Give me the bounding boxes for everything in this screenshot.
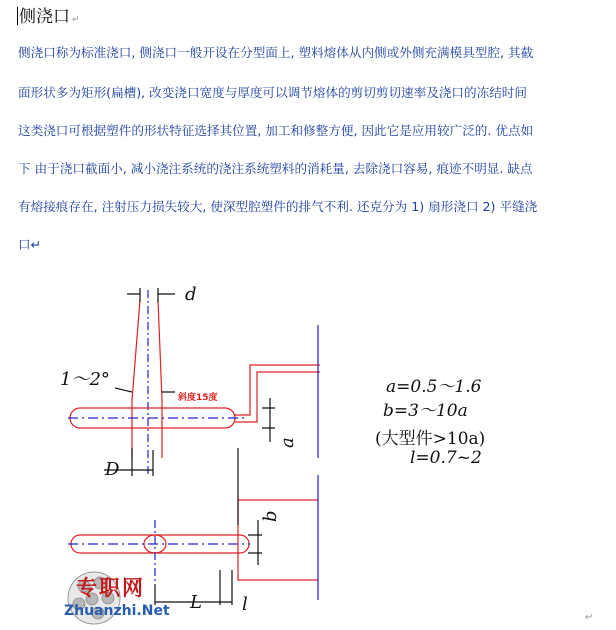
label-angle: 1～2° xyxy=(60,369,110,390)
paragraph-line: 这类浇口可根据塑件的形状特征选择其位置, 加工和修整方便, 因此它是应用较广泛的. 优点如 xyxy=(18,123,534,138)
heading-text: 侧浇口 xyxy=(19,7,70,27)
dim-a-lines xyxy=(262,398,275,442)
label-a: a xyxy=(277,437,298,448)
watermark-english: Zhuanzhi.Net xyxy=(64,603,170,619)
paragraph-line: 面形状多为矩形(扁槽), 改变浇口宽度与厚度可以调节熔体的剪切剪切速率及浇口的冻结时间 xyxy=(18,85,527,100)
section-heading xyxy=(17,2,80,27)
paragraph-line: 有熔接痕存在, 注射压力损失较大, 使深型腔塑件的排气不利. 还克分为 1) 扇形浇口 2) 平缝浇 xyxy=(18,199,538,214)
paragraph-line: 口↵ xyxy=(18,237,42,252)
text-cursor xyxy=(17,7,18,25)
formula-l: l=0.7~2 xyxy=(410,448,482,468)
sprue-left-wall xyxy=(132,300,140,458)
dim-d-lines xyxy=(127,288,175,302)
formula-large-part: (大型件>10a) xyxy=(375,429,486,449)
label-d: d xyxy=(185,284,197,305)
label-L: L xyxy=(190,592,202,613)
paragraph-mark: ↵ xyxy=(72,15,80,25)
label-slope: 斜度15度 xyxy=(178,393,218,403)
watermark-chinese: 专职网 xyxy=(76,575,145,600)
formula-a: a=0.5～1.6 xyxy=(386,377,482,397)
end-paragraph-mark: ↵ xyxy=(585,612,594,623)
sprue-right-wall xyxy=(158,300,162,458)
paragraph-line: 下 由于浇口截面小, 减小浇注系统的浇注系统塑料的消耗量, 去除浇口容易, 痕迹不明显. 缺点 xyxy=(18,161,533,176)
dim-angle-lines xyxy=(115,388,175,392)
label-l: l xyxy=(242,594,248,615)
formula-b: b=3～10a xyxy=(383,401,468,421)
paragraph-line: 侧浇口称为标准浇口, 侧浇口一般开设在分型面上, 塑料熔体从内侧或外侧充满模具型腔, 其截 xyxy=(18,45,534,60)
label-D: D xyxy=(105,459,120,480)
label-b: b xyxy=(260,510,281,522)
dim-b-lines xyxy=(248,520,262,565)
